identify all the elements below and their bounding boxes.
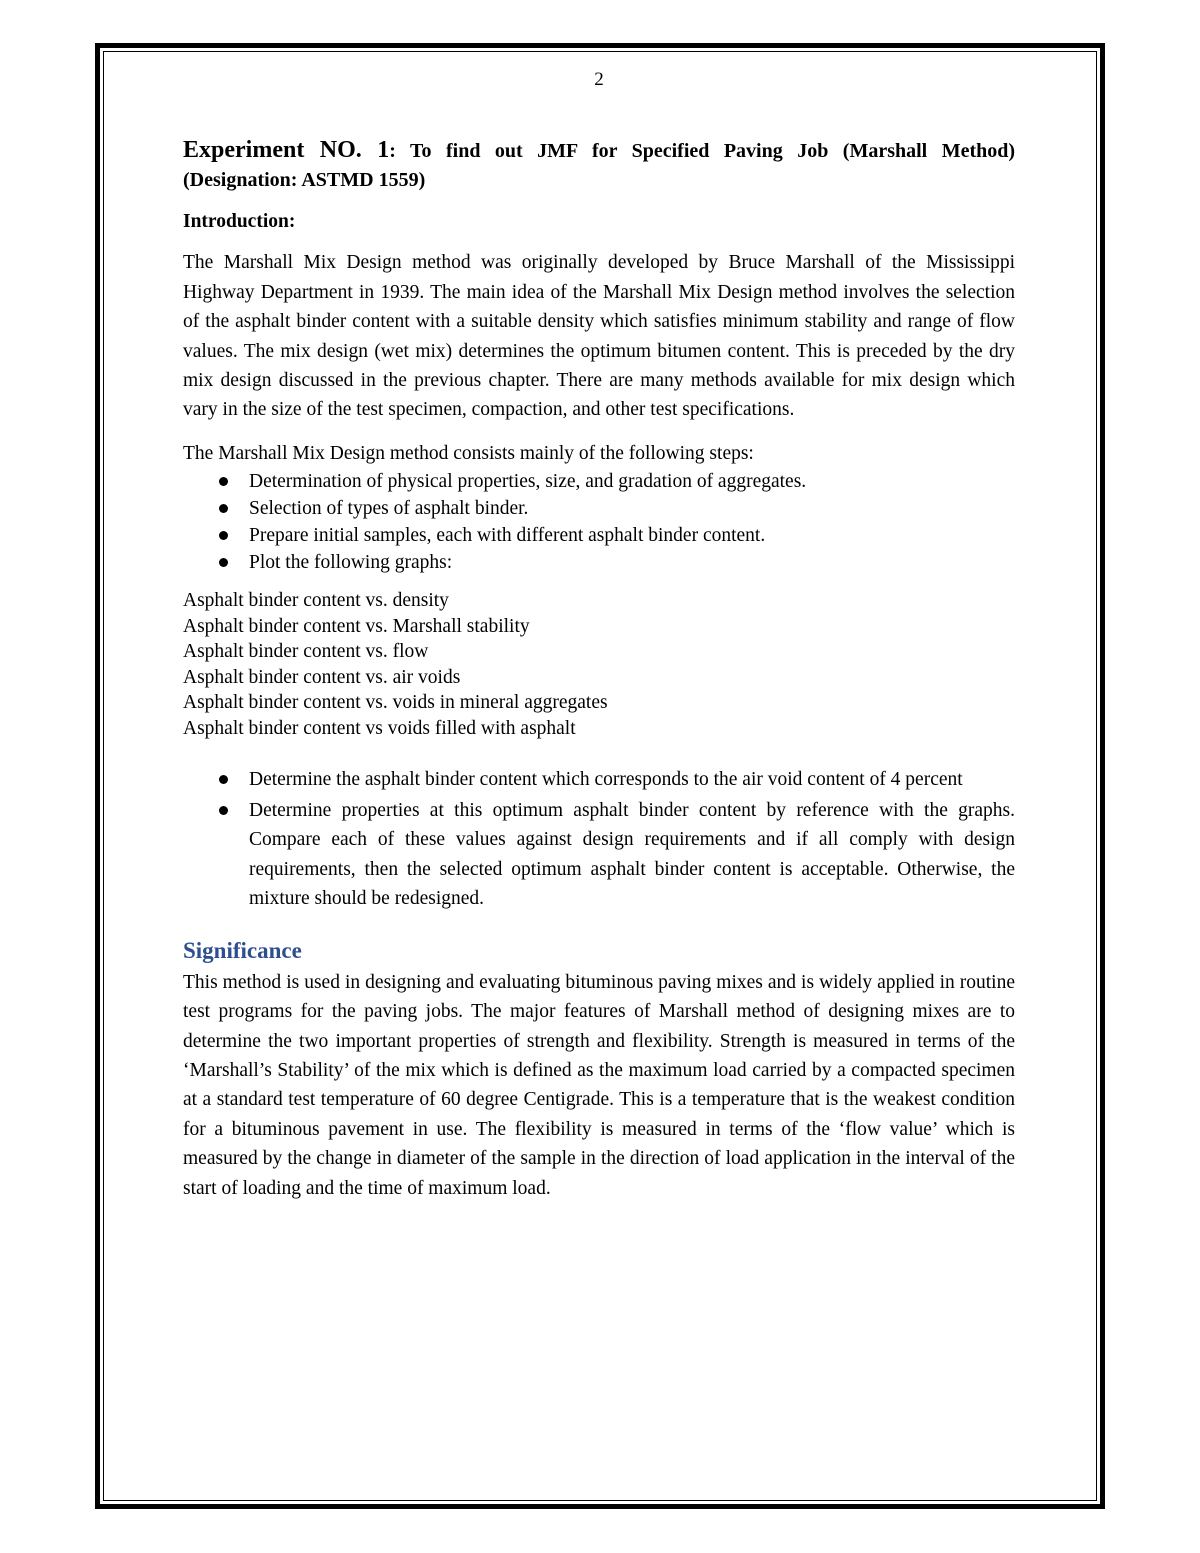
experiment-title — [183, 136, 1015, 195]
list-item-text: Determine properties at this optimum asphalt binder content by reference with the graphs. Compare each of these values against design requirements and if all comply with design requirements, then the selected optimum asphalt binder content is acceptable. Otherwise, the mixture should be redesigned. — [249, 799, 1015, 910]
list-item — [183, 468, 1015, 495]
list-item-text: Selection of types of asphalt binder. — [249, 498, 529, 520]
bullet-icon — [219, 806, 228, 815]
graphs-list — [183, 588, 1015, 741]
bullet-icon — [219, 504, 228, 513]
bullet-icon — [219, 558, 228, 567]
list-item — [183, 549, 1015, 576]
list-item-text: Determination of physical properties, size, and gradation of aggregates. — [249, 471, 807, 493]
list-item-text: Prepare initial samples, each with different asphalt binder content. — [249, 525, 766, 547]
bullet-icon — [219, 477, 228, 486]
significance-heading: Significance — [183, 937, 302, 963]
introduction-paragraph: The Marshall Mix Design method was originally developed by Bruce Marshall of the Mississippi Highway Department in 1939. The main idea of the Marshall Mix Design method involves the selection of the asphalt binder content with a suitable density which satisfies minimum stability and range of flow values. The mix design (wet mix) determines the optimum bitumen content. This is preceded by the dry mix design discussed in the previous chapter. There are many methods available for mix design which vary in the size of the test specimen, compaction, and other test specifications. — [183, 252, 1015, 421]
graph-item: Asphalt binder content vs. voids in mineral aggregates — [183, 692, 608, 714]
document-body — [183, 66, 1015, 1203]
bullet-icon — [219, 775, 228, 784]
graph-item: Asphalt binder content vs. flow — [183, 641, 429, 663]
list-item-text: Determine the asphalt binder content which corresponds to the air void content of 4 percent — [249, 769, 963, 791]
experiment-title-rest: : To find out JMF for Specified Paving Job (Marshall Method) (Designation: ASTMD 1559) — [183, 140, 1016, 191]
list-item — [183, 796, 1015, 914]
graph-item: Asphalt binder content vs. density — [183, 590, 449, 612]
graph-item: Asphalt binder content vs. Marshall stability — [183, 615, 530, 637]
significance-paragraph: This method is used in designing and evaluating bituminous paving mixes and is widely applied in routine test programs for the paving jobs. The major features of Marshall method of designing mixes are to determine the two important properties of strength and flexibility. Strength is measured in terms of the ‘Marshall’s Stability’ of the mix which is defined as the maximum load carried by a compacted specimen at a standard test temperature of 60 degree Centigrade. This is a temperature that is the weakest condition for a bituminous pavement in use. The flexibility is measured in terms of the ‘flow value’ which is measured by the change in diameter of the sample in the direction of load application in the interval of the start of loading and the time of maximum load. — [183, 971, 1015, 1199]
list-item — [183, 495, 1015, 522]
experiment-title-lead: Experiment NO. 1 — [183, 137, 390, 163]
final-steps-list — [183, 765, 1015, 914]
introduction-heading: Introduction: — [183, 211, 296, 232]
bullet-icon — [219, 531, 228, 540]
page-number: 2 — [594, 69, 604, 90]
list-item-text: Plot the following graphs: — [249, 552, 453, 574]
list-item — [183, 522, 1015, 549]
list-item — [183, 765, 1015, 795]
graph-item: Asphalt binder content vs. air voids — [183, 666, 461, 688]
steps-list — [183, 468, 1015, 576]
graph-item: Asphalt binder content vs voids filled with asphalt — [183, 717, 576, 739]
steps-intro: The Marshall Mix Design method consists mainly of the following steps: — [183, 442, 754, 464]
